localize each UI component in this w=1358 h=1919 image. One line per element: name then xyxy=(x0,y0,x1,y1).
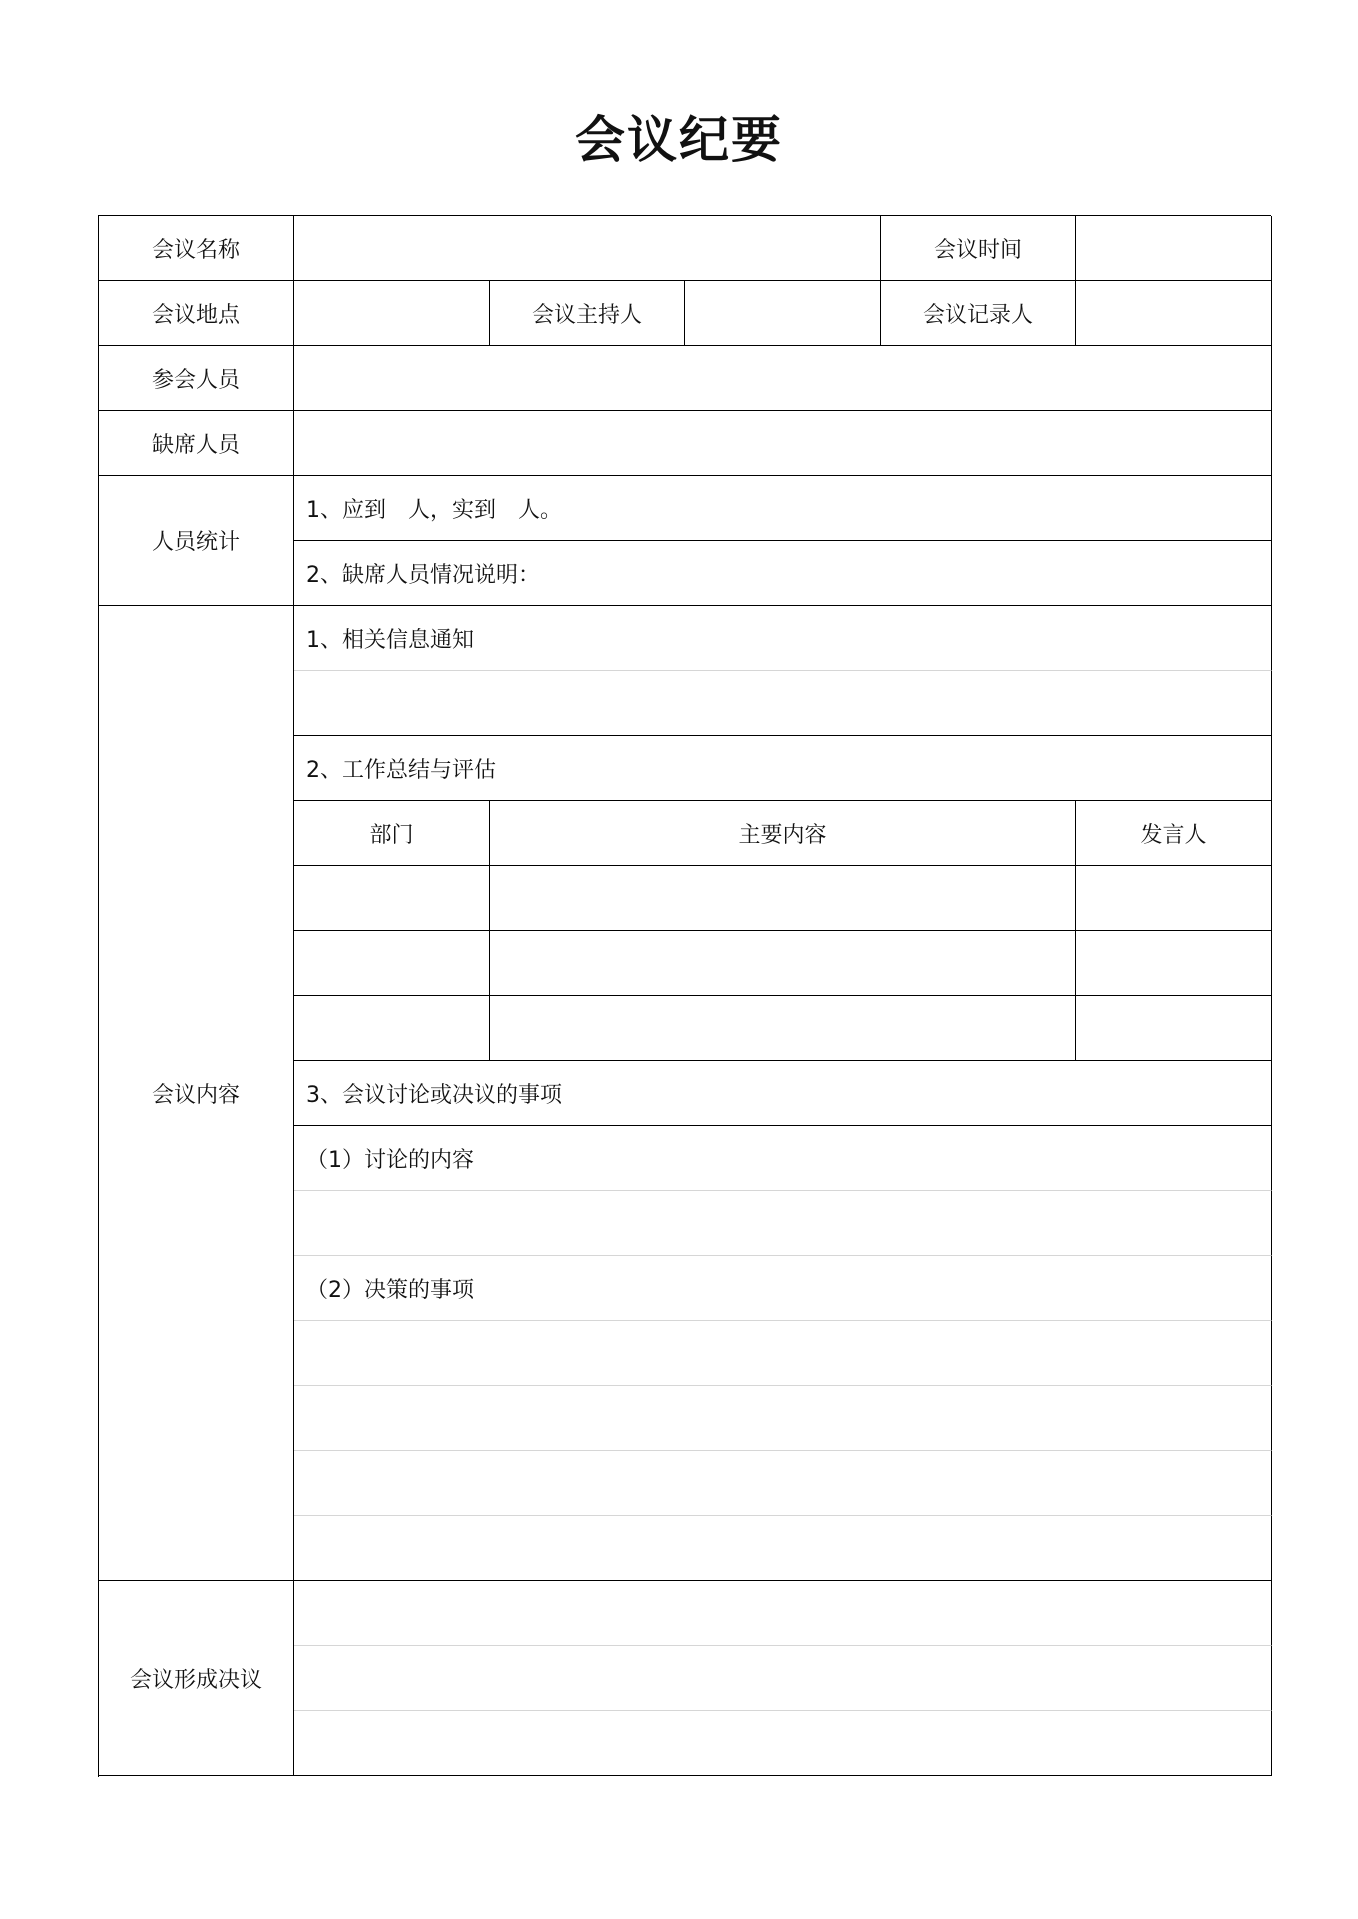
speaker-cell[interactable] xyxy=(1076,866,1272,931)
section-1-heading: 1、相关信息通知 xyxy=(294,606,1272,671)
section-2-heading: 2、工作总结与评估 xyxy=(294,736,1272,801)
section-1-field[interactable] xyxy=(294,671,1272,736)
discussion-heading: （1）讨论的内容 xyxy=(294,1126,1272,1191)
department-header: 部门 xyxy=(294,801,490,866)
discussion-field[interactable] xyxy=(294,1191,1272,1256)
decision-field[interactable] xyxy=(294,1516,1272,1581)
meeting-time-label: 会议时间 xyxy=(881,216,1076,281)
decision-field[interactable] xyxy=(294,1321,1272,1386)
meeting-content-label: 会议内容 xyxy=(99,606,294,1581)
department-cell[interactable] xyxy=(294,866,490,931)
main-content-cell[interactable] xyxy=(490,866,1076,931)
speaker-cell[interactable] xyxy=(1076,931,1272,996)
attendees-label: 参会人员 xyxy=(99,346,294,411)
resolutions-label: 会议形成决议 xyxy=(99,1581,294,1776)
main-content-cell[interactable] xyxy=(490,996,1076,1061)
meeting-minutes-form xyxy=(98,215,1271,1777)
section-3-heading: 3、会议讨论或决议的事项 xyxy=(294,1061,1272,1126)
headcount-label: 人员统计 xyxy=(99,476,294,606)
main-content-header: 主要内容 xyxy=(490,801,1076,866)
speaker-cell[interactable] xyxy=(1076,996,1272,1061)
headcount-line-2[interactable]: 2、缺席人员情况说明： xyxy=(294,541,1272,606)
meeting-recorder-label: 会议记录人 xyxy=(881,281,1076,346)
resolution-field[interactable] xyxy=(294,1711,1272,1776)
speaker-header: 发言人 xyxy=(1076,801,1272,866)
absentees-field[interactable] xyxy=(294,411,1272,476)
decision-field[interactable] xyxy=(294,1386,1272,1451)
meeting-place-field[interactable] xyxy=(294,281,490,346)
meeting-host-field[interactable] xyxy=(685,281,881,346)
meeting-host-label: 会议主持人 xyxy=(490,281,685,346)
meeting-place-label: 会议地点 xyxy=(99,281,294,346)
meeting-time-field[interactable] xyxy=(1076,216,1272,281)
decision-field[interactable] xyxy=(294,1451,1272,1516)
headcount-line-1[interactable]: 1、应到 人，实到 人。 xyxy=(294,476,1272,541)
department-cell[interactable] xyxy=(294,996,490,1061)
resolution-field[interactable] xyxy=(294,1581,1272,1646)
decision-heading: （2）决策的事项 xyxy=(294,1256,1272,1321)
resolution-field[interactable] xyxy=(294,1646,1272,1711)
meeting-name-field[interactable] xyxy=(294,216,881,281)
absentees-label: 缺席人员 xyxy=(99,411,294,476)
meeting-recorder-field[interactable] xyxy=(1076,281,1272,346)
attendees-field[interactable] xyxy=(294,346,1272,411)
main-content-cell[interactable] xyxy=(490,931,1076,996)
document-title: 会议纪要 xyxy=(575,111,783,169)
department-cell[interactable] xyxy=(294,931,490,996)
meeting-name-label: 会议名称 xyxy=(99,216,294,281)
